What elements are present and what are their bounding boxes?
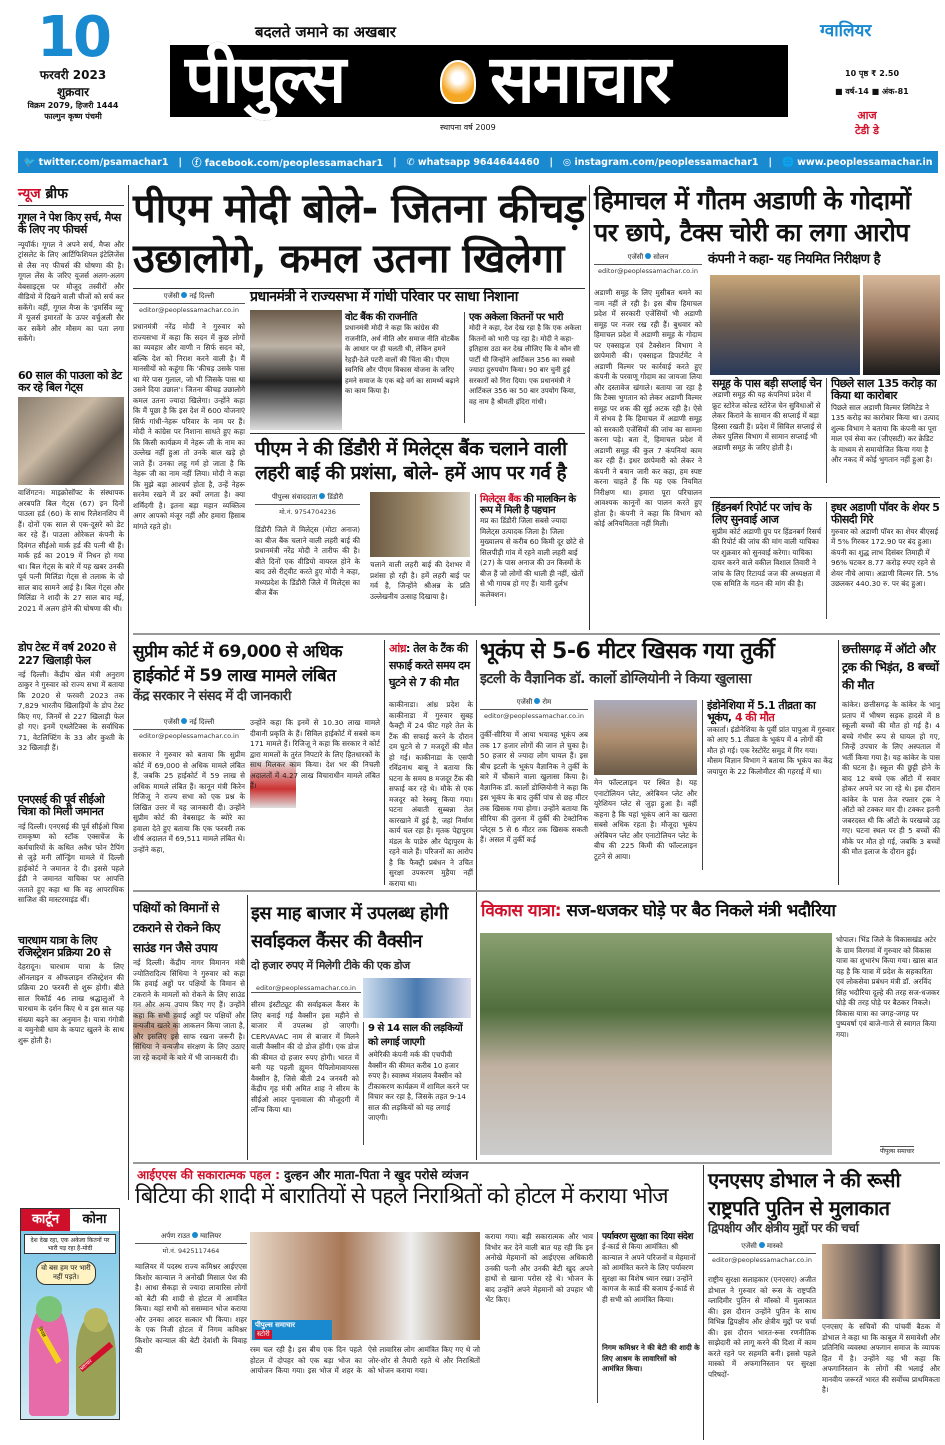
doval-body-2: एनएसए के सचिवों की पांचवीं बैठक में डोभाल ने कहा था कि काबुल में समावेशी और प्रतिनिधि व्यवस्था अफगान समाज के व्यापक हित में है। उन्होंने यह भी कहा कि अफगानिस्तान के लोगों की भलाई और मानवीय जरूरतें भारत की सर्वोच्च प्राथमिकता है। [822, 1322, 940, 1394]
established: स्थापना वर्ष 2009 [440, 123, 496, 132]
vote-bank-box [345, 312, 460, 423]
email: editor@peoplessamachar.co.in [712, 1256, 812, 1264]
vaccine-box [363, 1022, 471, 1145]
date-day: 10 [37, 5, 109, 70]
place: नई दिल्ली [189, 292, 215, 300]
vikas-headline [481, 902, 941, 921]
social-facebook[interactable] [192, 155, 383, 169]
divider [133, 890, 940, 892]
social-text: facebook.com/peoplessamachar1 [204, 158, 384, 169]
divider [710, 497, 940, 498]
cartoon-sash-1: विपक्ष [36, 1326, 61, 1364]
cartoon-label-red: कार्टून [21, 1209, 70, 1231]
social-text: whatsapp 9644644460 [417, 156, 540, 168]
edition-city: ग्वालियर [820, 21, 872, 41]
gautam-adani-photo [863, 275, 940, 375]
lead-byline [133, 292, 245, 314]
logo-emblem [440, 60, 476, 104]
social-text: twitter.com/psamachar1 [38, 156, 169, 168]
email: editor@peoplessamachar.co.in [139, 732, 239, 740]
agency: एजेंसी [516, 698, 533, 706]
byline [133, 292, 245, 304]
adani-raid-photo [710, 275, 860, 375]
mobile: मो.नं. 9754704236 [279, 508, 336, 516]
ias-kicker-text: दुल्हन और माता-पिता ने खुद परोसे व्यंजन [284, 1168, 469, 1182]
news-brief-label [18, 184, 124, 206]
brief-title: डोप टेस्ट में वर्ष 2020 से 227 खिलाड़ी फेल [18, 641, 116, 667]
column-divider [703, 1165, 704, 1440]
modi-photo [250, 310, 342, 430]
brief-title: गूगल ने पेश किए सर्च, मैप्स के लिए नए फीचर्स [18, 211, 121, 237]
birds-headline: पक्षियों को विमानों से टकराने से रोकने किए साउंड गन जैसे उपाय [133, 901, 220, 955]
brief-title: एनएसई की पूर्व सीईओ चित्रा को मिली जमानत [18, 792, 105, 819]
twitter-icon: 🐦 [23, 156, 36, 168]
today-day [855, 108, 879, 138]
box-title: वोट बैंक की राजनीति [345, 312, 417, 323]
cartoon-speech-bubble: वो बस हम पर भारी नहीं पड़ते। [36, 1261, 96, 1285]
today-value: टेडी डे [855, 124, 879, 137]
adani-byline [594, 253, 702, 275]
column-divider [589, 185, 590, 630]
social-instagram[interactable] [563, 157, 759, 168]
ias-kicker [137, 1166, 468, 1183]
agency: एजेंसी [627, 253, 644, 261]
lead-body: प्रधानमंत्री नरेंद्र मोदी ने गुरुवार को राज्यसभा में कहा कि सदन में कुछ लोगों का व्यवहार और वाणी न सिर्फ सदन को, बल्कि देश को निराश करने वाली है। मैं मानसीयों को कहूंगा कि 'कीचड़ उसके पास था मेरे पास गुलाल, जो भी जिसके पास था उसने दिया उछाल'। जितना कीचड़ उछालोगे कमल उतना ज्यादा खिलेगा। उन्होंने कहा कि मैं पूछा है कि इस देश में 600 योजनाएं सिर्फ गांधी-नेहरू परिवार के नाम पर हैं। मोदी ने कांग्रेस पर निशाना साधते हुए कहा कि किसी कार्यक्रम में नेहरू जी के नाम का उल्लेख नहीं हुआ तो उनके बाल खड़े हो जाते हैं। उनका लहू गर्म हो जाता है कि नेहरू जी का नाम नहीं लिया। मोदी ने कहा कि मुझे बड़ा आश्चर्य होता है, उन्हें नेहरू सरनेम रखने में डर क्यों लगता है। क्या शर्मिंदगी है। इतना बड़ा महान व्यक्तित्व अगर आपको मंजूर नहीं और हमारा हिसाब मांगते रहते हो। [133, 322, 245, 531]
vaccine-headline: इस माह बाजार में उपलब्ध होगी सर्वाइकल कैंसर की वैक्सीन [251, 903, 448, 952]
brief-body: देहरादून। चारधाम यात्रा के लिए ऑनलाइन व ऑफलाइन रजिस्ट्रेशन की प्रक्रिया 20 फरवरी से शुरू होगी। बीते साल रिकॉर्ड 46 लाख श्रद्धालुओं ने चारधाम के दर्शन किए थे व इस साल यह संख्या बढ़ने का अनुमान है। यात्रा गंगोत्री व यमुनोत्री धाम के कपाट खुलने के साथ शुरू होती है। [18, 962, 124, 1045]
millets-box [475, 494, 585, 606]
stamp-sub: स्टोरी [257, 1330, 270, 1338]
email: editor@peoplessamachar.co.in [251, 984, 361, 993]
box-body: ई-कार्ड से किया आमंत्रित। श्री कान्याल ने अपने परिजनों व मेहमानों को आमंत्रित करने के लिए पर्यावरण सुरक्षा का विशेष ध्यान रखा। उन्होंने कागज के कार्ड की बजाय ई-कार्ड से ही सभी को आमंत्रित किया। [602, 1242, 696, 1304]
birds-body: नई दिल्ली। केंद्रीय नागर विमानन मंत्री ज्योतिरादित्य सिंधिया ने गुरुवार को कहा कि हवाई अड्डों पर पक्षियों के विमान से टकराने के मामलों को रोकने के लिए साउंड गन और अन्य उपाय किए गए हैं। उन्होंने कहा कि सभी हवाई अड्डों पर पक्षियों और वन्यजीव खतरे का आकलन किया जाता है, और इसलिए इसे साफ रखना जरूरी है। सिंधिया ने वन्यजीव संरक्षण के लिए उठाए जा रहे कदमों के बारे में भी जानकारी दी। [133, 958, 245, 1062]
turkey-subhead: इटली के वैज्ञानिक डॉ. कार्लो डोग्लियोनी ने किया खुलासा [480, 671, 752, 687]
box-title-text: की मालकिन के रूप में मिली है पहचान [480, 494, 576, 517]
andhra-body: काकीनाडा। आंध्र प्रदेश के काकीनाडा में गुरुवार सुबह फैक्ट्री में 24 फीट गहरे तेल के टैंक की सफाई करने के दौरान दम घुटने से 7 मजदूरों की मौत हो गई। काकीनाडा के एसपी रविंद्रनाथ बाबू ने बताया कि घटना के समय 8 मजदूर टैंक की सफाई कर रहे थे। मौके से एक मजदूर को रेस्क्यू किया गया। घटना अंबाती सुब्बन्ना तेल कारखाने में हुई है, जहां निर्माण कार्य चल रहा है। मृतक पेद्दापुरम मंडल के पाडेरु और पेद्दापुरम के रहने वाले हैं। परिजनों का आरोप है कि फैक्ट्री प्रबंधन ने उचित सुरक्षा उपकरण मुहैया नहीं कराया था। [389, 700, 473, 888]
agency: एजेंसी [163, 718, 180, 726]
turkey-body: तुर्की-सीरिया में आया भयावह भूकंप अब तक 17 हजार लोगों की जान ले चुका है। 50 हजार से ज्यादा लोग घायल हैं। इस बीच इटली के भूकंप वैज्ञानिक ने तुर्की के बारे में चौंकाने वाला खुलासा किया है। वैज्ञानिक डॉ. कार्लो डोग्लियोनी ने कहा कि इस भूकंप के बाद तुर्की पांच से छह मीटर तक खिसक गया होगा। उन्होंने बताया कि सीरिया की तुलना में तुर्की की टेक्टोनिक प्लेट्स 5 से 6 मीटर तक खिसक सकती हैं। असल में तुर्की कई [480, 730, 588, 844]
cartoon-sash-2: भ्रष्टाचार [79, 1342, 113, 1372]
ias-body-3: कराया गया। बड़ी सकारात्मक और भाव विभोर कर देने वाली बात यह रही कि इन अनोखे मेहमानों को आईएएस अधिकारी उनकी पत्नी और उनकी बेटी खुद अपने हाथों से खाना परोस रहे थे। भोजन के बाद उन्होंने अपने मेहमानों को उपहार भी भेंट किए। [485, 1232, 593, 1304]
cartoon-caption: देश देख रहा, एक अकेला कितनों पर भारी पड़ रहा है-मोदी [24, 1234, 116, 1254]
andhra-label: आंध्र [389, 642, 407, 655]
place: ग्वालियर [199, 1232, 222, 1240]
date-block [18, 5, 128, 122]
divider [133, 1162, 940, 1164]
adani-body: अडाणी समूह के लिए मुसीबत थमने का नाम नहीं ले रही है। इस बीच हिमाचल प्रदेश में सरकारी एजेंसियों भी अडाणी समूह पर नजर रख रही हैं। बुधवार को हिमाचल प्रदेश में अडाणी समूह के गोदाम पर एक्साइज एवं टैक्सेशन विभाग ने छापेमारी की। एक्साइज डिपार्टमेंट ने अडाणी विल्मर पर कार्रवाई करते हुए कंपनी के परवाणू गोदाम का जायजा लिया और दस्तावेज खंगाले। बताया जा रहा है कि टैक्स भुगतान को लेकर अडाणी विल्मर समूह पर शक की सुई अटक रही है। ऐसे में संभव है कि हिमाचल में अडाणी समूह को सरकारी एजेंसियों की जांच का सामना करना पड़े। बता दें, हिमाचल प्रदेश में अडाणी समूह की कुल 7 कंपनियां काम कर रही हैं। इधर छापेमारी को लेकर ने कंपनी ने बयान जारी कर कहा, हम स्पष्ट करना चाहते हैं कि यह एक नियमित निरीक्षण था। हमारा पूरा परिचालन आवश्यक कानूनों का पालन करते हुए होता है। कंपनी ने कहा कि विभाग को कोई अनियमितता नहीं मिली। [594, 288, 702, 528]
ias-label: आईएएस की सकारात्मक पहल : [137, 1168, 280, 1182]
box-title [707, 700, 835, 725]
box-body: पिछले साल अडाणी विल्मर लिमिटेड ने 135 करोड़ का कारोबार किया था। उत्पाद शुल्क विभाग ने बताया कि कंपनी का पूरा माल एवं सेवा कर (जीएसटी) कर क्रेडिट के माध्यम से समायोजित किया गया है और नकद में कोई भुगतान नहीं हुआ है। [831, 402, 940, 465]
divider [133, 633, 940, 635]
box-title: 9 से 14 साल की लड़कियों को लगाई जाएगी [368, 1023, 463, 1048]
tagline: बदलते जमाने का अखबार [255, 23, 396, 41]
news-brief-column [18, 184, 124, 1067]
ias-body: ग्वालियर में पदस्थ राज्य कमिश्नर आईएएस किशोर कान्याल ने अनोखी मिसाल पेश की है। आधा सैकड़ा से ज्यादा लावारिस लोगों को बेटी की शादी से होटल में आमंत्रित किया। यहां सभी को ससम्मान भोज कराया और उनका आदर सत्कार भी किया। शहर के एक निजी होटल में निगम कमिश्नर किशोर कान्याल की बेटी देवांशी के विवाह की [135, 1262, 247, 1355]
email: editor@peoplessamachar.co.in [139, 306, 239, 314]
social-bar: 🐦 twitter.com/psamachar1 | ⓕ facebook.com/peoplessamachar1 | ✆ whatsapp 9644644460 | ◎ instagram.com/peoplessamachar1 | 🌐 www.peoplessamachar.in [18, 151, 938, 173]
box-body: अडाणी समूह की यह कंपनियां प्रदेश में फ्रूट स्टोरेज कोल्ड स्टोरेज चेन सुविधाओं से लेकर किराने के सामान की सप्लाई में बड़ा हिस्सा रखती हैं। प्रदेश में सिविल सप्लाई से लेकर पुलिस विभाग में सामान सप्लाई भी अडाणी समूह के जरिए होती है। [712, 390, 822, 452]
photo-caption: निगम कमिश्नर ने की बेटी की शादी के लिए आश्रम के लावारिसों को आमंत्रित किया। [602, 1343, 700, 1374]
column-divider [247, 895, 248, 1160]
andhra-headline [389, 640, 473, 691]
turkey-body-2: मेन फॉल्टलाइन पर स्थित है। यह एनाटोलियन प्लेट, अरेबियन प्लेट और यूरेशियन प्लेट से जुड़ा हुआ है। वहीं कहना है कि यहां भूकंप आने का खतरा सबसे अधिक रहता है। मौजूदा भूकंप अरेबियन प्लेट और एनाटोलियन प्लेट के बीच की 225 किमी की फॉल्टलाइन टूटने से आया। [594, 778, 697, 861]
doval-subhead: द्विपक्षीय और क्षेत्रीय मुद्दों पर की चर्चा [708, 1221, 859, 1235]
doval-putin-photo [822, 1244, 940, 1319]
ek-akela-box [464, 312, 585, 423]
box-body: प्रधानमंत्री मोदी ने कहा कि कांग्रेस की राजनीति, अर्थ नीति और समाज नीति वोटबैंक के आधार पर ही चलती थी, लेकिन हमने रेहड़ी-ठेले पटरी वालों की चिंता की। पीएम स्वनिधि और पीएम विकास योजना के जरिए हमने समाज के एक बड़े वर्ग का सामर्थ्य बढ़ाने का काम किया है। [345, 324, 460, 396]
box-title [480, 494, 585, 516]
box-body: गुरुवार को अडाणी पॉवर का शेयर बीएसई में 5% गिरकर 172.90 पर बंद हुआ। कंपनी का शुद्ध लाभ दिसंबर तिमाही में 96% घटकर 8.77 करोड़ रुपए रहने से शेयर नीचे आया। अडाणी विल्मर लि. 5% उछलकर 440.30 रु. पर बंद हुआ। [831, 526, 939, 589]
story-stamp [252, 1320, 332, 1340]
brief-title: 60 साल की पाउला को डेट कर रहे बिल गेट्स [18, 368, 122, 394]
column-divider [384, 640, 385, 885]
byline [133, 718, 245, 730]
brief-body: नई दिल्ली। एनएसई की पूर्व सीईओ चित्रा रामकृष्ण को स्टॉक एक्सचेंज के कर्मचारियों के कथित अवैध फोन टैपिंग से जुड़े मनी लॉन्ड्रिंग मामले में दिल्ली हाईकोर्ट ने जमानत दे दी। इससे पहले ईडी ने जमानत याचिका पर आपत्ति जताते हुए कहा था कि वह आपराधिक साजिश की मास्टरमाइंड थीं। [18, 821, 124, 904]
box-title: समूह के पास बड़ी सप्लाई चेन [712, 377, 822, 390]
adani-box-shares [826, 502, 940, 619]
facebook-icon: ⓕ [191, 158, 202, 169]
email: editor@peoplessamachar.co.in [484, 712, 584, 720]
lead-headline: पीएम मोदी बोले- जितना कीचड़ उछालोगे, कमल उतना खिलेगा [133, 186, 585, 282]
lahari-bai-photo [370, 492, 470, 557]
mobile: मो.नं. 9425117464 [162, 1247, 220, 1255]
column-divider [128, 185, 129, 1200]
byline [135, 1232, 247, 1244]
vikas-credit: पीपुल्स समाचार [880, 1148, 915, 1155]
turkey-headline: भूकंप से 5-6 मीटर खिसक गया तुर्की [480, 639, 775, 664]
cg-headline: छत्तीसगढ़ में ऑटो और ट्रक की भिड़ंत, 8 बच्चों की मौत [842, 642, 939, 692]
vaccine-body: सीरम इंस्टीट्यूट की सर्वाइकल कैंसर के लिए बनाई गई वैक्सीन इस महीने से बाजार में उपलब्ध हो जाएगी। CERVAVAC नाम से बाजार में मिलने वाली वैक्सीन की दो डोज होंगी। एक डोज की कीमत दो हजार रुपए होगी। भारत में बनी यह पहली ह्यूमन पैपिलोमावायरस वैक्सीन है, जिसे बीती 24 जनवरी को केंद्रीय गृह मंत्री अमित शाह ने सीरम के सीईओ आदर पूनावाला की मौजूदगी में लॉन्च किया था। [251, 1000, 359, 1114]
brief-label: ब्रीफ [45, 186, 68, 202]
adani-box-hindenburg [712, 502, 822, 619]
sc-body: सरकार ने गुरुवार को बताया कि सुप्रीम कोर्ट में 69,000 से अधिक मामले लंबित हैं, जबकि 25 हाईकोर्ट में 59 लाख से अधिक मामले लंबित हैं। कानून मंत्री किरेन रिजिजू ने राज्य सभा को एक प्रश्न के लिखित उत्तर में यह जानकारी दी। उन्होंने सुप्रीम कोर्ट की वेबसाइट के ब्योरे का हवाला देते हुए बताया कि एक फरवरी तक शीर्ष अदालत में 69,511 मामले लंबित थे। उन्होंने कहा, [133, 750, 245, 854]
brief-body: नई दिल्ली। केंद्रीय खेल मंत्री अनुराग ठाकुर ने गुरुवार को राज्य सभा में बताया कि 2020 से फरवरी 2023 तक 7,829 भारतीय खिलाड़ियों के डोप टेस्ट किए गए, जिनमें से 227 खिलाड़ी फेल हो गए। इनमें एथलेटिक्स के सर्वाधिक 71, वेटलिफ्टिंग के 33 और कुश्ती के 32 खिलाड़ी हैं। [18, 669, 124, 753]
divider [250, 433, 585, 434]
vikas-body: भोपाल। भिंड जिले के विकासखंड अटेर के ग्राम विरगवां में गुरुवार को विकास यात्रा का शुभारंभ किया गया। खास बात यह है कि यात्रा में प्रदेश के सहकारिता एवं लोकसेवा प्रबंधन मंत्री डॉ. अरविंद सिंह भदौरिया दूल्हे की तरह सज-धजकर घोड़े की तरह घोड़े पर बैठकर निकले। विकास यात्रा का जगह-जगह पर पुष्पवर्षा एवं बाजे-गाजे से स्वागत किया गया। [836, 935, 940, 1039]
box-title: एक अकेला कितनों पर भारी [469, 312, 564, 323]
vikas-title: सज-धजकर घोड़े पर बैठ निकले मंत्री भदौरिया [566, 901, 836, 921]
sc-body-2: उन्होंने कहा कि इनमें से 10.30 लाख मामले दीवानी प्रकृति के हैं। सिविल हाईकोर्ट में सबसे कम 171 मामले हैं। रिजिजू ने कहा कि सरकार ने कोर्ट द्वारा मामलों के तुरंत निपटारे के लिए हितधारकों के साथ मिलकर काम किया। देश भर की निचली अदालतों में 4.27 लाख विचाराधीन मामले लंबित हैं। [250, 718, 380, 790]
adani-subhead: कंपनी ने कहा- यह नियमित निरीक्षण है [708, 252, 880, 267]
byline-name: पीपुल्स संवाददाता [271, 493, 318, 501]
adani-box-supply-chain [712, 378, 822, 470]
box-title: पर्यावरण सुरक्षा का दिया संदेश [602, 1232, 693, 1242]
box-title: पिछले साल 135 करोड़ का किया था कारोबार [831, 377, 937, 403]
ias-body-2: रस्म चल रही है। इस बीच एक दिन पहले होटल में दोपहर को एक बड़ा भोज का आयोजन किया गया। इस भोज में शहर के ऐसे लावारिस लोग आमंत्रित किए गए थे जो जोर-शोर से तैयारी रहते थे और निराश्रितों को भोजन कराया गया। [250, 1345, 480, 1375]
brief-title: चारधाम यात्रा के लिए रजिस्ट्रेशन प्रक्रिया 20 से [18, 933, 111, 959]
cg-body: कांकेर। छत्तीसगढ़ के कांकेर के भानु प्रताप में भीषण सड़क हादसे में 8 स्कूली बच्चों की मौत हो गई है। 4 बच्चे गंभीर रूप से घायल हो गए, जिन्हें उपचार के लिए अस्पताल में भर्ती किया गया है। यह कांकेर के पास की घटना है। स्कूल की छुट्टी होने के बाद 12 बच्चे एक ऑटो में सवार होकर अपने घर जा रहे थे। इस दौरान कांकेर के पास तेज रफ्तार ट्रक ने ऑटो को टक्कर मार दी। टक्कर इतनी जबरदस्त थी कि ऑटो के परखच्चे उड़ गए। घटना स्थल पर ही 5 बच्चों की मौके पर मौत हो गई, जबकि 3 बच्चों की मौत इलाज के दौरान हुई। [842, 700, 940, 856]
sc-headline: सुप्रीम कोर्ट में 69,000 से अधिक हाईकोर्ट में 59 लाख मामले लंबित [133, 642, 343, 686]
box-body: जकार्ता। इंडोनेशिया के पूर्वी प्रांत पापुआ में गुरुवार को आए 5.1 तीव्रता के भूकंप में 4 लोगों की मौत हो गई। एक रेस्टोरेंट समुद्र में गिर गया। मौसम विज्ञान विभाग ने बताया कि भूकंप का केंद्र जयापुरा के 22 किलोमीटर की गहराई में था। [707, 724, 835, 776]
column-divider [476, 640, 477, 1160]
social-text: instagram.com/peoplessamachar1 [574, 156, 759, 168]
place: मास्को [766, 1242, 783, 1250]
environment-box [597, 1232, 700, 1403]
ias-byline [135, 1232, 247, 1255]
andhra-title: : तेल के टैंक की सफाई करते समय दम घुटने से 7 की मौत [389, 642, 470, 689]
box-body: अमेरिकी कंपनी मर्क की एचपीवी वैक्सीन की कीमत करीब 10 हजार रुपए है। स्वास्थ्य मंत्रालय वैक्सीन को टीकाकरण कार्यक्रम में शामिल करने पर विचार कर रहा है, जिसके तहत 9-14 साल की लड़कियों को यह लगाई जाएगी। [368, 1050, 469, 1122]
byline [594, 253, 702, 265]
sc-subhead: केंद्र सरकार ने संसद में दी जानकारी [133, 689, 291, 704]
byline-name: अर्पण राउत [160, 1232, 190, 1240]
globe-icon: 🌐 [781, 156, 794, 168]
indonesia-box [702, 700, 835, 870]
logo-title-right: समाचार [490, 41, 670, 118]
ias-headline: बिटिया की शादी में बारातियों से पहले निराश्रितों को होटल में कराया भोज [135, 1184, 668, 1209]
date-month-year: फरवरी 2023 [39, 68, 107, 82]
adani-box-turnover [826, 378, 940, 483]
stamp-title: पीपुल्स समाचार [255, 1321, 296, 1329]
email: editor@peoplessamachar.co.in [598, 267, 698, 275]
doval-body: राष्ट्रीय सुरक्षा सलाहकार (एनएसए) अजीत डोभाल ने गुरुवार को रूस के राष्ट्रपति व्लादिमीर पुतिन से मॉस्को में मुलाकात की। इस दौरान उन्होंने पुतिन के साथ विभिन्न द्विपक्षीय और क्षेत्रीय मुद्दों पर चर्चा की। इस दौरान भारत-रूस रणनीतिक साझेदारी को लागू करने की दिशा में काम करते रहने पर सहमति बनी। इससे पहले मास्को में अफगानिस्तान पर सुरक्षा परिषदों- [708, 1275, 816, 1379]
lead-subhead: प्रधानमंत्री ने राज्यसभा में गांधी परिवार पर साधा निशाना [250, 289, 518, 305]
vaccine-subhead: दो हजार रुपए में मिलेगी टीके की एक डोज [251, 959, 410, 972]
doval-byline [708, 1242, 816, 1264]
turkey-byline [480, 698, 588, 720]
earthquake-photo [594, 700, 697, 775]
column-divider [838, 640, 839, 885]
box-body: मप्र का डिंडौरी जिला सबसे ज्यादा मिलेट्स उत्पादक जिला है। जिला मुख्यालय से करीब 60 किमी दूर छोटे से सिलपीड़ी गांव में रहने वाली लहरी बाई (27) के पास अनाज की उन किस्मों के बीज हैं जो लोगों की थाली ही नहीं, खेतों से भी गायब हो गए हैं। यानी दुर्लभ कलेक्शन। [480, 516, 584, 599]
tithi: फाल्गुन कृष्ण पंचमी [44, 112, 102, 121]
today-label: आज [857, 109, 877, 122]
box-title-red: 4 की मौत [734, 711, 775, 725]
byline [708, 1242, 816, 1254]
millets-body-2: चलाने वाली लहरी बाई की देशभर में प्रशंसा हो रही है। हमें लहरी बाई पर गर्व है, जिन्होंने श्रीअन्न के प्रति उल्लेखनीय उत्साह दिखाया है। [370, 560, 470, 601]
byline [255, 493, 360, 505]
sc-byline [133, 718, 245, 740]
box-body: सुप्रीम कोर्ट अडाणी ग्रुप पर हिंडनबर्ग रिसर्च की रिपोर्ट की जांच की मांग वाली याचिका पर शुक्रवार को सुनवाई करेगा। याचिका दायर करने वाले वकील विशाल तिवारी ने जांच के लिए रिटायर्ड जज की अध्यक्षता में एक समिति के गठन की मांग की है। [712, 526, 822, 589]
social-website[interactable] [782, 157, 933, 168]
cartoon-figure-right [76, 1316, 116, 1416]
millets-headline: पीएम ने की डिंडौरी में मिलेट्स बैंक चलाने वाली लहरी बाई की प्रशंसा, बोले- हमें आप पर गर्व है [255, 438, 567, 484]
vaccine-byline [251, 982, 361, 993]
vaccine-photo [363, 978, 471, 1018]
year-issue: ■ वर्ष-14 ■ अंक-81 [835, 87, 909, 96]
agency: एजेंसी [741, 1242, 757, 1250]
doval-headline: एनएसए डोभाल ने की रूसी राष्ट्रपति पुतिन से मुलाकात [708, 1168, 901, 1220]
instagram-icon: ◎ [562, 156, 572, 168]
adani-headline: हिमाचल में गौतम अडाणी के गोदामों पर छापे, टैक्स चोरी का लगा आरोप [594, 186, 911, 247]
box-title: हिंडनबर्ग रिपोर्ट पर जांच के लिए सुनवाई आज [712, 501, 812, 527]
box-title-red: मिलेट्स बैंक [480, 494, 521, 505]
brief-label-red: न्यूज [18, 186, 41, 202]
byline [480, 698, 588, 710]
weekday: शुक्रवार [56, 85, 90, 99]
bill-gates-photo [18, 397, 124, 485]
whatsapp-icon: ✆ [406, 156, 415, 168]
box-title: इधर अडाणी पॉवर के शेयर 5 फीसदी गिरे [831, 501, 940, 527]
social-text: www.peoplessamachar.in [797, 156, 933, 168]
vikas-label: विकास यात्रा: [481, 901, 562, 921]
place: डिंडौरी [327, 493, 344, 501]
cartoon-corner [20, 1208, 120, 1420]
place: रोम [542, 698, 552, 706]
millets-body: डिंडौरी जिले में मिलेट्स (मोटा अनाज) का बीज बैंक चलाने वाली लहरी बाई की प्रधानमंत्री नरेंद्र मोदी ने तारीफ की है। बीते दिनों एक वीडियो वायरल होने के बाद उसे रीट्वीट करते हुए मोदी ने कहा, मध्यप्रदेश के डिंडौरी जिले में मिलेट्स का बीज बैंक [255, 525, 360, 597]
cartoon-label: कोना [82, 1212, 107, 1227]
cartoon-illustration [21, 1231, 119, 1419]
place: नई दिल्ली [189, 718, 215, 726]
logo-title-left: पीपुल्स [185, 41, 345, 118]
place: सोलन [653, 253, 669, 261]
agency: एजेंसी [163, 292, 180, 300]
cartoon-figure-left [29, 1306, 69, 1416]
vikas-yatra-photo [480, 933, 832, 1155]
millets-byline [255, 493, 360, 516]
social-whatsapp[interactable] [407, 157, 540, 168]
box-title-text: इंडोनेशिया में 5.1 तीव्रता का भूकंप, [707, 699, 816, 725]
brief-body: वाशिंगटन। माइक्रोसॉफ्ट के संस्थापक अरबपति बिल गेट्स (67) इन दिनों पाउला हर्ड (60) के साथ रिलेशनशिप में हैं। दोनों एक साल से एक-दूसरे को डेट कर रहे हैं। पाउला ओरेकल कंपनी के दिवंगत सीईओ मार्क हर्ड की पत्नी थी हैं। मार्क हर्ड का 2019 में निधन हो गया था। बिल गेट्स के बारे में यह खबर उनकी पूर्व पत्नी मिलिंडा गेट्स से तलाक के दो साल बाद सामने आई है। बिल गेट्स और मिलिंडा ने शादी के 27 साल बाद मई, 2021 में अलग होने की घोषणा की थी। [18, 488, 124, 613]
box-body: मोदी ने कहा, देश देख रहा है कि एक अकेला कितनों को भारी पड़ रहा है। मोदी ने कहा- इतिहास उठा कर देख लीजिए कि वे कौन सी पार्टी थी जिन्होंने आर्टिकल 356 का सबसे ज्यादा दुरुपयोग किया। 90 बार चुनी हुई सरकारों को गिरा दिया। एक प्रधानमंत्री ने आर्टिकल 356 का 50 बार उपयोग किया, वह नाम है श्रीमती इंदिरा गांधी। [469, 324, 582, 406]
samvat: विक्रम 2079, हिजरी 1444 [27, 101, 119, 110]
pages-price: 10 पृष्ठ ₹ 2.50 [845, 69, 900, 78]
brief-body: न्यूयॉर्क। गूगल ने अपने सर्च, मैप्स और ट्रांसलेट के लिए आर्टिफिशियल इंटेलिजेंस से लैस नए फीचर्स की घोषणा की है। गूगल लेंस के जरिए यूजर्स अलग-अलग वेबसाइट्स पर मौजूद तस्वीरों और वीडियो में दिखने वाली चीजों को सर्च कर सकेंगे। वहीं, गूगल मैप्स के 'इमर्सिव व्यू' में यूजर्स इमारतों के ऊपर वर्चुअली सैर कर सकेंगे और मौसम का पता लगा सकेंगे। [18, 239, 124, 344]
social-twitter[interactable] [23, 157, 168, 168]
